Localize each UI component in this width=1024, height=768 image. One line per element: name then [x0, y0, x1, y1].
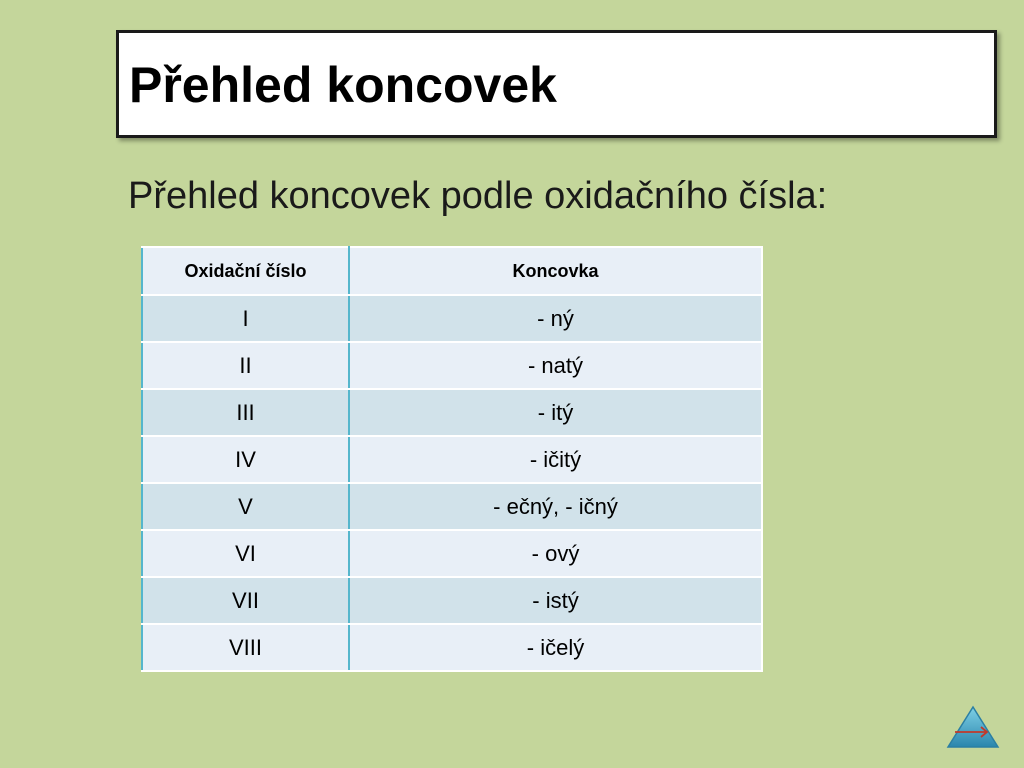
header-oxidation-number: Oxidační číslo [142, 247, 349, 295]
table-row [142, 436, 762, 483]
oxidation-number-cell: I [142, 295, 349, 342]
ending-cell: - istý [349, 577, 762, 624]
ending-cell: - ičitý [349, 436, 762, 483]
oxidation-number-cell: IV [142, 436, 349, 483]
slide-subtitle: Přehled koncovek podle oxidačního čísla: [128, 175, 828, 217]
table-row [142, 624, 762, 671]
table-row [142, 577, 762, 624]
table-row [142, 295, 762, 342]
oxidation-number-cell: VI [142, 530, 349, 577]
table-header-row [142, 247, 762, 295]
header-ending: Koncovka [349, 247, 762, 295]
ending-cell: - ový [349, 530, 762, 577]
oxidation-number-cell: VII [142, 577, 349, 624]
table-row [142, 530, 762, 577]
table-row [142, 342, 762, 389]
endings-table [141, 246, 763, 672]
slide-title: Přehled koncovek [129, 57, 557, 113]
ending-cell: - ečný, - ičný [349, 483, 762, 530]
table-row [142, 483, 762, 530]
ending-cell: - ičelý [349, 624, 762, 671]
ending-cell: - ný [349, 295, 762, 342]
oxidation-number-cell: II [142, 342, 349, 389]
title-box [116, 30, 997, 138]
oxidation-number-cell: VIII [142, 624, 349, 671]
oxidation-number-cell: V [142, 483, 349, 530]
oxidation-number-cell: III [142, 389, 349, 436]
next-arrow-icon [945, 704, 1001, 750]
ending-cell: - natý [349, 342, 762, 389]
ending-cell: - itý [349, 389, 762, 436]
next-slide-button[interactable] [945, 704, 1001, 750]
table-row [142, 389, 762, 436]
